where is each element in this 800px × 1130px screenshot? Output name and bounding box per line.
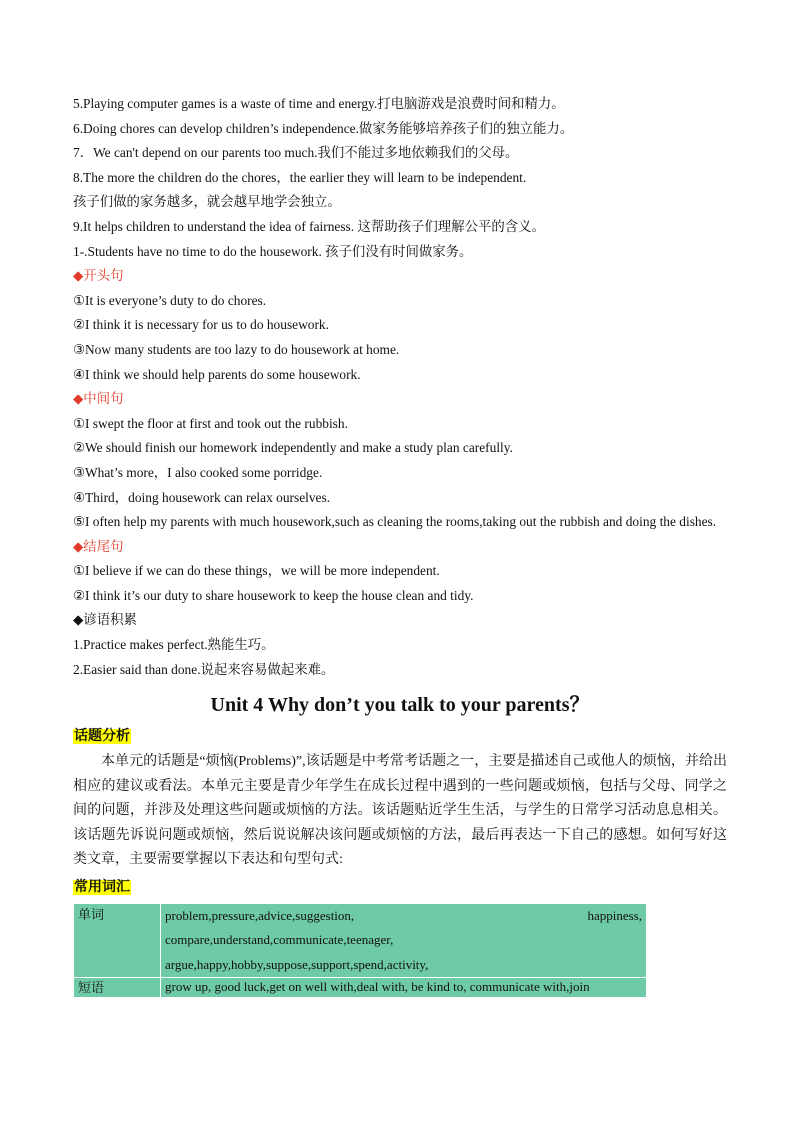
opening-heading: ◆开头句 [73,268,124,284]
phrase-label: 短语 [74,978,161,998]
document-page [73,92,727,998]
opening-item: ④I think we should help parents do some housework. [73,366,361,382]
word-line [165,904,642,929]
unit-title: Unit 4 Why don’t you talk to your parents？ [210,694,590,717]
sentence-5: 5.Playing computer games is a waste of time and energy.打电脑游戏是浪费时间和精力。 [73,96,565,111]
word-line: compare,understand,communicate,teenager, [165,932,394,948]
word-list [161,903,647,978]
topic-analysis-label: 话题分析 [74,729,130,745]
middle-item: ③What’s more，I also cooked some porridge. [73,464,323,480]
sentence-7: 7．We can't depend on our parents too much.我们不能过多地依赖我们的父母。 [73,145,519,161]
ending-item: ②I think it’s our duty to share housework to keep the house clean and tidy. [73,587,474,603]
opening-item: ②I think it is necessary for us to do housework. [73,317,329,333]
ending-item: ①I believe if we can do these things，we will be more independent. [73,563,440,579]
vocab-table [73,903,647,999]
middle-item: ④Third，doing housework can relax ourselves. [73,489,331,505]
topic-analysis-paragraph: 本单元的话题是“烦恼(Problems)”,该话题是中考常考话题之一，主要是描述自己或他人的烦恼，并给出相应的建议或看法。本单元主要是青少年学生在成长过程中遇到的一些问题或烦恼，包括与父母、同学之间的问题，并涉及处理这些问题或烦恼的方法。该话题贴近学生生活，与学生的日常学习活动息息相关。该话题先诉说问题或烦恼，然后说说解决该问题或烦恼的方法，最后再表达一下自己的感想。如何写好这类文章，主要需要掌握以下表达和句型句式: [73,754,727,868]
ending-heading: ◆结尾句 [73,538,124,554]
vocab-row-words [74,903,647,978]
sentence-9: 9.It helps children to understand the idea of fairness. 这帮助孩子们理解公平的含义。 [73,218,545,234]
middle-item: ①I swept the floor at first and took out the rubbish. [73,415,348,431]
proverb-item: 1.Practice makes perfect.熟能生巧。 [73,637,275,653]
topic-analysis-label-row [73,724,727,749]
vocab-label-row [73,875,727,900]
proverb-item: 2.Easier said than done.说起来容易做起来难。 [73,661,335,677]
word-line-left: problem,pressure,advice,suggestion, [165,907,355,923]
word-line-right: happiness, [587,907,642,923]
sentence-8-english: 8.The more the children do the chores，the earlier they will learn to be independent. [73,169,527,185]
phrase-list: grow up, good luck,get on well with,deal with, be kind to, communicate with,join [161,978,647,998]
middle-heading: ◆中间句 [73,391,124,407]
middle-item: ②We should finish our homework independently and make a study plan carefully. [73,440,513,456]
vocab-label: 常用词汇 [74,879,130,895]
word-label: 单词 [74,903,161,978]
vocab-row-phrases [74,978,647,998]
sentence-10: 1-.Students have no time to do the housework. 孩子们没有时间做家务。 [73,243,473,259]
sentence-8-chinese: 孩子们做的家务越多，就会越早地学会独立。 [73,194,341,210]
sentence-6: 6.Doing chores can develop children’s independence.做家务能够培养孩子们的独立能力。 [73,120,574,136]
proverbs-heading: ◆谚语积累 [73,612,137,628]
middle-item: ⑤I often help my parents with much housework,such as cleaning the rooms,taking out the rubbish and doing the dishes. [73,514,717,530]
opening-item: ①It is everyone’s duty to do chores. [73,292,267,308]
opening-item: ③Now many students are too lazy to do housework at home. [73,341,400,357]
word-line: argue,happy,hobby,suppose,support,spend,activity, [165,956,429,972]
